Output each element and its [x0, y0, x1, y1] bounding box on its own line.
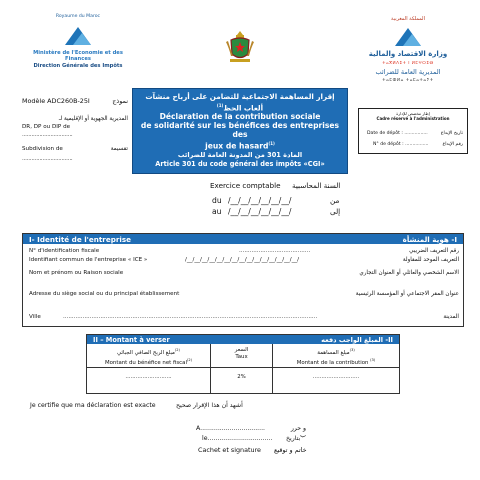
field-ice-label-fr: Identifiant commun de l'entreprise « ICE » — [29, 257, 148, 263]
field-name-label-fr: Nom et prénom ou Raison sociale — [29, 270, 124, 276]
exercice-au-label: au — [212, 207, 222, 216]
model-row — [22, 97, 128, 105]
logo-right-line5: ⵜⴰⵎⵀⵍⴰ ⵜⴰⵎⴰⵜⴰⵢⵜ — [382, 77, 434, 82]
title-fr-line3: jeux de hasard$^{(1)}$ — [205, 141, 275, 151]
field-tax-id-input[interactable]: ........................................ — [239, 248, 311, 254]
section-identity-title-fr: I- Identité de l'entreprise — [29, 235, 132, 244]
section-amount — [86, 334, 400, 394]
title-ar-line1: إقرار المساهمة الاجتماعية للتضامن على أرباح منشآت — [145, 92, 335, 101]
admin-reserved-box — [358, 108, 468, 154]
section-amount-header — [87, 335, 399, 344]
logo-right-line3: ⵜⴰⴳⵍⴷⵉⵜ ⵏ ⵍⵎⵖⵔⵉⴱ — [382, 60, 434, 65]
ministry-logo-right — [352, 14, 464, 94]
logo-right-line4: المديرية العامة للضرائب — [375, 68, 441, 76]
model-label-fr: Modèle ADC260B-25I — [22, 97, 90, 105]
field-city-input[interactable]: ............................................................................................................................................... — [63, 314, 318, 320]
rate-value: 2% — [237, 374, 246, 380]
sign-place-label-ar: و حرر ب — [290, 425, 306, 439]
exercice-au-field[interactable]: /__/__/__/__/__/__/ — [228, 207, 292, 216]
subdivision-label-ar: تقسيمة — [110, 146, 128, 152]
logo-right-line2: وزارة الاقتصاد والمالية — [368, 50, 448, 58]
logo-left-line1: Royaume du Maroc — [55, 14, 101, 19]
section-identity — [22, 233, 464, 327]
col-rate-label-ar: السعر — [234, 347, 249, 353]
field-tax-id-label-ar: رقم التعريف الضريبي — [409, 248, 459, 254]
section-identity-title-ar: I- هوية المنشأة — [402, 235, 457, 244]
field-name-label-ar: الاسم الشخصي والعائلي أو العنوان التجاري — [359, 270, 459, 276]
certify-text-fr: Je certifie que ma déclaration est exacte — [30, 402, 156, 409]
dr-label-fr: DR, DP ou DIP de — [22, 124, 71, 130]
logo-left-line2: Ministère de l'Economie et des Finances — [33, 50, 123, 62]
exercice-min-label: من — [330, 196, 340, 205]
field-tax-id-label-fr: N° d'identification fiscale — [29, 248, 100, 254]
section-amount-title-ar: II- المبلغ الواجب دفعه — [321, 336, 393, 344]
logo-left-line3: Direction Générale des Impôts — [33, 63, 123, 69]
title-fr-line4: Article 301 du code général des impôts «CGI» — [155, 159, 325, 168]
subdivision-label-fr: Subdivision de — [22, 146, 63, 152]
title-fr-line2: de solidarité sur les bénéfices des entreprises des — [140, 121, 340, 140]
title-fr-line1: Déclaration de la contribution sociale — [159, 112, 321, 122]
exercice-label-ar: السنة المحاسبية — [292, 181, 341, 190]
net-profit-input[interactable]: ........................... — [125, 374, 172, 380]
logo-right-line1: المملكة المغربية — [391, 16, 425, 22]
col-rate-label-fr: Taux — [235, 354, 248, 360]
ministry-mark-icon-right — [391, 26, 425, 48]
col-net-profit-label-ar: $^{(2)}$مبلغ الربح الصافي الجبائي — [117, 348, 180, 356]
col-net-profit-label-fr: Montant du bénéfice net fiscal$^{(2)}$ — [104, 357, 193, 366]
exercice-ila-label: إلى — [330, 207, 341, 216]
sign-date-field[interactable]: le................................. — [202, 435, 273, 442]
title-ar-line3: المادة 301 من المدونة العامة للضرائب — [177, 150, 303, 159]
sign-date-row — [202, 435, 306, 445]
sign-date-label-ar: بتاريخ — [286, 435, 301, 442]
field-address-label-ar: عنوان المقر الاجتماعي أو المؤسسة الرئيسية — [355, 291, 459, 297]
stamp-label-ar: خاتم و توقيع — [274, 446, 307, 454]
amount-col-contribution — [273, 344, 399, 393]
stamp-label-fr: Cachet et signature — [198, 446, 261, 454]
subdivision-row — [22, 146, 128, 154]
field-ice-label-ar: التعريف الموحد للمقاولة — [402, 257, 459, 263]
sign-place-field[interactable]: A................................. — [196, 425, 266, 432]
exercice-du-field[interactable]: /__/__/__/__/__/__/ — [228, 196, 292, 205]
ministry-mark-icon — [61, 25, 95, 47]
admin-header-ar: إطار مخصص للإدارة — [396, 111, 430, 116]
form-title-box — [132, 88, 348, 174]
field-address-label-fr: Adresse du siège social ou du principal établissement — [29, 291, 180, 297]
subdivision-dots[interactable]: ................................ — [22, 156, 73, 162]
section-identity-header — [23, 234, 463, 244]
model-label-ar: نموذج — [112, 97, 128, 105]
deposit-date-label-ar: تاريخ الإيداع — [440, 131, 463, 136]
exercice-label-fr: Exercice comptable — [210, 181, 281, 190]
contribution-input[interactable]: ........................... — [312, 374, 360, 380]
exercice-title — [210, 181, 380, 191]
deposit-num-label-ar: رقم الإيداع — [442, 142, 463, 147]
amount-col-net-profit — [87, 344, 211, 393]
deposit-date-label-fr: Date de dépôt : ................ — [367, 131, 428, 136]
col-contribution-label-ar: $^{(3)}$مبلغ المساهمة — [317, 348, 355, 356]
royal-emblem-icon — [224, 30, 256, 64]
field-ice-input[interactable]: /__/__/__/__/__/__/__/__/__/__/__/__/__/__/__/ — [185, 257, 300, 263]
dr-label-ar: المديرية الجهوية أو الإقليمية لـ — [58, 116, 128, 122]
exercice-du-row — [212, 196, 372, 206]
exercice-au-row — [212, 207, 372, 217]
col-contribution-label-fr: Montant de la contribution $^{(3)}$ — [296, 357, 376, 366]
field-city-label-ar: المدينة — [443, 314, 459, 320]
ministry-logo-left — [28, 14, 128, 84]
amount-col-rate — [211, 344, 273, 393]
certify-text-ar: أشهد أن هذا الإقرار صحيح — [176, 402, 243, 409]
dr-dots[interactable]: ................................ — [22, 132, 73, 138]
admin-header-fr: Cadre réservé à l'administration — [376, 116, 450, 121]
deposit-num-label-fr: N° de dépôt : ................ — [373, 142, 429, 147]
stamp-row — [198, 446, 308, 456]
section-amount-title-fr: II – Montant à verser — [93, 336, 170, 344]
amount-table — [87, 344, 399, 393]
field-city-label-fr: Ville — [29, 314, 41, 320]
exercice-du-label: du — [212, 196, 222, 205]
title-ar-line2: ألعاب الحظ$^{(1)}$ — [216, 103, 264, 113]
